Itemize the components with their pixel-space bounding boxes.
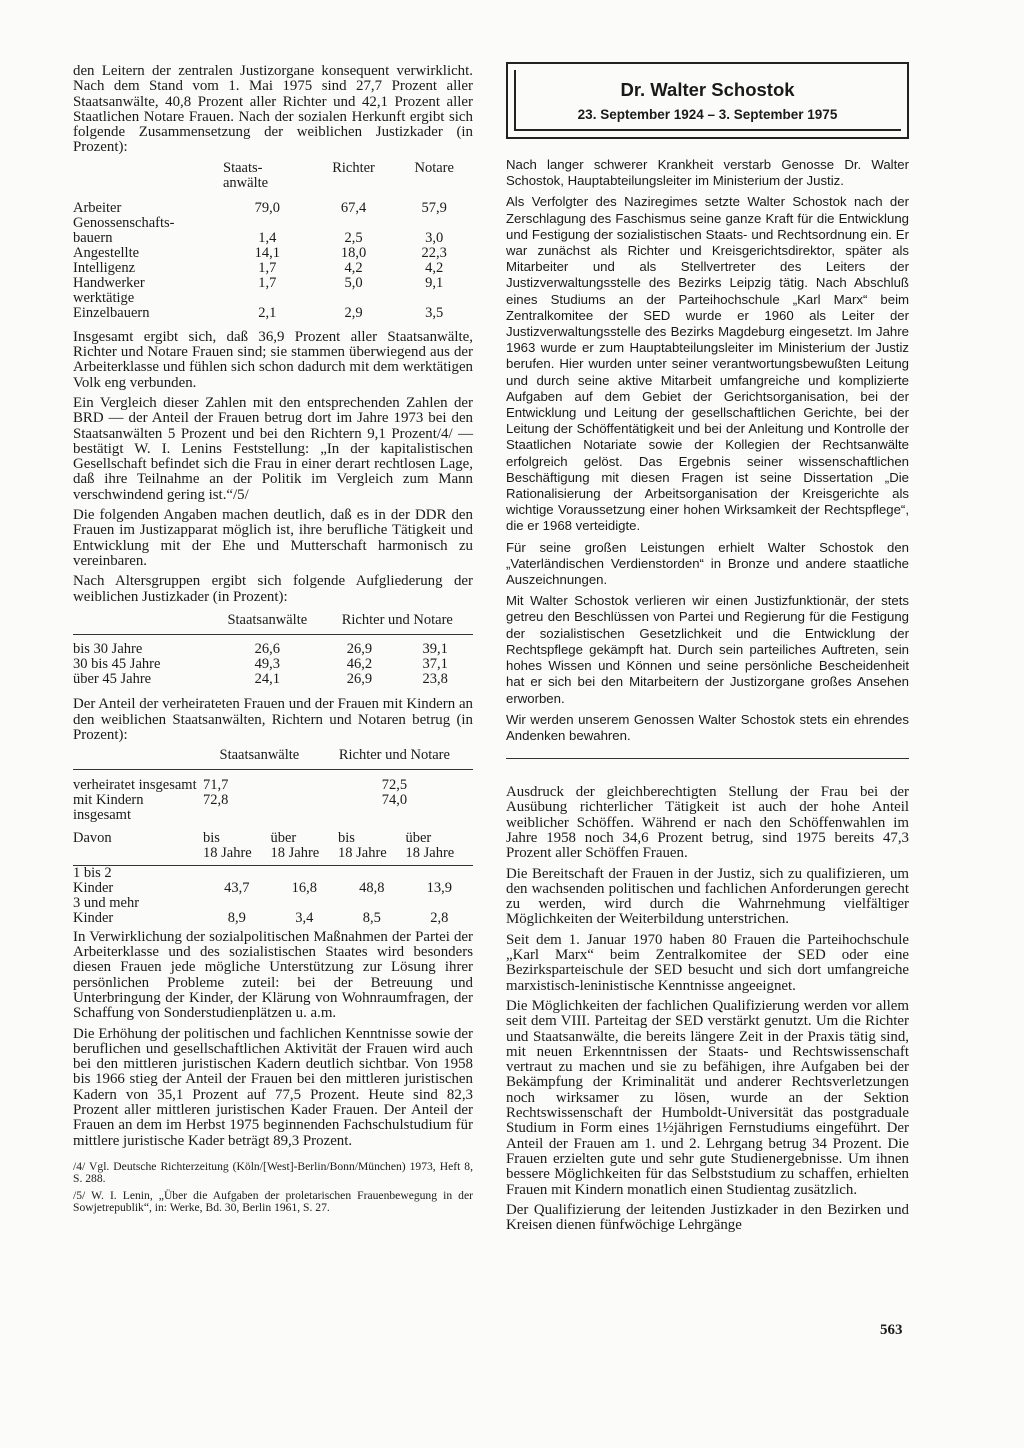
footnote: /5/ W. I. Lenin, „Über die Aufgaben der proletarischen Frauenbewegung in der Sowjetrepublik“, in: Werke, Bd. 30, Berlin 1961, S. 27. — [73, 1188, 473, 1215]
table-row — [73, 246, 473, 261]
cell: 2,1 — [258, 304, 277, 321]
row-label: bis 30 Jahre — [73, 641, 143, 658]
column-header: Davon — [73, 831, 203, 866]
cell: 3,4 — [295, 909, 314, 926]
row-label: Handwerker — [73, 274, 145, 291]
cell: 4,2 — [344, 259, 363, 276]
row-label: werktätige — [73, 289, 135, 306]
paragraph: Die Möglichkeiten der fachlichen Qualifizierung werden vor allem seit dem VIII. Parteitag der SED verstärkt genutzt. Um die Richter und Staatsanwälte, die bereits längere Zeit in der Praxis tätig sind, mit neuen Erkenntnissen der Staats- und Rechtswissenschaft vertraut zu machen und sie zu befähigen, ihre Aufgaben bei der Bekämpfung der Kriminalität und anderer Rechtsverletzungen noch wirksamer zu lösen, wurde an der Sektion Rechtswissenschaft der Humboldt-Universität das postgraduale Studium in Form eines 1½jährigen Fernstudiums eingeführt. Der Anteil der Frauen am 1. und 2. Lehrgang betrug 34 Prozent. Die Frauen erzielten gute und sehr gute Studienergebnisse. Um ihnen bessere Möglichkeiten für das Selbststudium zu schaffen, erhielten Frauen mit Kindern monatlich einen Studientag zusätzlich. — [506, 997, 909, 1198]
cell: 5,0 — [344, 274, 363, 291]
row-label: über 45 Jahre — [73, 671, 152, 688]
cell: 46,2 — [346, 656, 373, 673]
table-header — [73, 613, 473, 635]
row-label: verheiratet insgesamt — [73, 776, 197, 793]
cell: 26,9 — [346, 641, 373, 658]
column-header: über 18 Jahre — [271, 831, 339, 866]
column-header — [322, 613, 473, 635]
cell: 3,5 — [425, 304, 444, 321]
paragraph: In Verwirklichung der sozialpolitischen Maßnahmen der Partei der Arbeiterklasse und des sozialistischen Staates wird besonders diesen Frauen jede mögliche Unterstützung zur Lösung ihrer persönlichen Probleme zuteil: bei der Betreuung und Unterbringung der Kinder, der Klärung von Wohnraumfragen, der Schaffung von Sonderstudienplätzen u. a.m. — [73, 928, 473, 1022]
column-header: Staatsanwälte — [203, 748, 316, 770]
cell: 39,1 — [422, 641, 448, 658]
cell: 26,6 — [254, 641, 280, 658]
column-header: bis 18 Jahre — [203, 831, 271, 866]
cell: 2,5 — [344, 229, 363, 246]
table-row — [73, 291, 473, 306]
cell: 16,8 — [291, 879, 317, 896]
table-married — [73, 748, 473, 823]
cell: 72,5 — [381, 776, 408, 793]
paragraph: Als Verfolgter des Naziregimes setzte Walter Schostok nach der Zerschlagung des Faschismus seine ganze Kraft für die Entwicklung und Festigung der sozialistischen Staats- und Rechtsordnung ein. Er war zunächst als Richter und Kreisgerichtsdirektor, später als Mitarbeiter und als Stellvertreter des Leiters der Justizverwaltungsstelle des Bezirks Leipzig tätig. Nach Abschluß eines Studiums an der Parteihochschule „Karl Marx“ beim Zentralkomitee der SED wurde er 1960 als Leiter der Justizverwaltungsstelle des Bezirks Magdeburg eingesetzt. Im Jahre 1963 wurde er zum Hauptabteilungsleiter im Ministerium der Justiz berufen. Hier wurden unter seiner verantwortungsbewußten Leitung und durch seine aktive Mitarbeit umfangreiche und komplizierte Aufgaben auf dem Gebiet der Gerichtsorganisation, bei der Entwicklung und Leitung der gesellschaftlichen Gerichte, bei der Leitung der Schöffentätigkeit und bei der Anleitung und Kontrolle der Staatlichen Notariate sowie der Kollegien der Rechtsanwälte erfolgreich gelöst. Das Ergebnis seiner wissenschaftlichen Beschäftigung mit diesen Fragen ist seine Dissertation „Die Rationalisierung der Arbeitsorganisation der Kreisgerichte als wichtige Voraussetzung einer hohen Wirksamkeit der Rechtspflege“, die er 1968 verteidigte. — [506, 194, 909, 534]
table-row — [73, 231, 473, 246]
row-label: 30 bis 45 Jahre — [73, 656, 161, 673]
row-label: Einzelbauern — [73, 304, 150, 321]
right-column — [506, 62, 909, 1238]
cell: 2,8 — [430, 909, 449, 926]
cell: 9,1 — [425, 274, 444, 291]
table-age-groups — [73, 613, 473, 688]
table-row — [73, 657, 473, 672]
paragraph: Die folgenden Angaben machen deutlich, daß es in der DDR den Frauen im Justizapparat möglich ist, ihre berufliche Tätigkeit und Entwicklung mit der Ehe und Mutterschaft harmonisch zu vereinbaren. — [73, 507, 473, 569]
table-row — [73, 778, 473, 793]
table-row — [73, 201, 473, 216]
cell: 49,3 — [254, 656, 280, 673]
row-label: mit Kindern insgesamt — [73, 791, 144, 823]
paragraph: Nach Altersgruppen ergibt sich folgende Aufgliederung der weiblichen Justizkader (in Prozent): — [73, 573, 473, 605]
column-header: Richter und Notare — [316, 748, 473, 770]
paragraph: Der Anteil der verheirateten Frauen und der Frauen mit Kindern an den weiblichen Staatsanwälten, Richtern und Notaren betrug (in Prozent): — [73, 696, 473, 743]
column-header: Staats- anwälte — [223, 159, 269, 191]
paragraph: Die Erhöhung der politischen und fachlichen Kenntnisse sowie der beruflichen und gesellschaftlichen Aktivität der Frauen wird auch bei den mittleren juristischen Kadern deutlich sichtbar. Von 1958 bis 1966 stieg der Anteil der Frauen bei den mittleren juristischen Kadern von 35,1 Prozent auf 77,5 Prozent. Heute sind 82,3 Prozent aller mittleren juristischen Kader Frauen. Der Anteil der Frauen an dem im Herbst 1975 beginnenden Fachschulstudium für mittlere juristische Kader beträgt 89,3 Prozent. — [73, 1025, 473, 1149]
table-header — [73, 831, 473, 866]
cell: 8,9 — [227, 909, 246, 926]
paragraph: Der Qualifizierung der leitenden Justizkader in den Bezirken und Kreisen dienen fünfwöchige Lehrgänge — [506, 1201, 909, 1234]
table-children — [73, 831, 473, 926]
table-row — [73, 261, 473, 276]
row-label: Arbeiter — [73, 199, 122, 216]
obituary-text — [506, 157, 909, 744]
column-header: Richter — [332, 159, 375, 176]
cell: 4,2 — [425, 259, 444, 276]
obituary-dates: 23. September 1924 – 3. September 1975 — [577, 107, 838, 122]
paragraph: Ein Vergleich dieser Zahlen mit den entsprechenden Zahlen der BRD — der Anteil der Frauen betrug dort im Jahre 1973 bei den Staatsanwälten 5 Prozent und bei den Richtern 9,1 Prozent/4/ — bestätigt W. I. Lenins Feststellung: „In der kapitalistischen Gesellschaft befindet sich die Frau in einer derart rechtlosen Lage, daß ihre Teilnahme an der Politik im Vergleich zum Mann verschwindend gering ist.“/5/ — [73, 394, 473, 503]
page-number: 563 — [880, 1322, 903, 1338]
row-label: Intelligenz — [73, 259, 136, 276]
table-header — [73, 748, 473, 770]
cell: 79,0 — [254, 199, 280, 216]
row-label: 3 und mehr Kinder — [73, 894, 140, 926]
paragraph: Die Bereitschaft der Frauen in der Justiz, sich zu qualifizieren, um den wachsenden politischen und fachlichen Anforderungen gerecht zu werden, wird durch die Wahrnehmung vielfältiger Möglichkeiten der Weiterbildung unterstrichen. — [506, 865, 909, 928]
cell: 74,0 — [381, 791, 408, 808]
left-column — [73, 64, 473, 1219]
table-row — [73, 276, 473, 291]
table-row — [73, 793, 473, 823]
column-header: über 18 Jahre — [406, 831, 474, 866]
cell: 22,3 — [421, 244, 447, 261]
paragraph: Wir werden unserem Genossen Walter Schostok stets ein ehrendes Andenken bewahren. — [506, 711, 909, 743]
obituary-header-box — [506, 62, 909, 139]
cell: 14,1 — [254, 244, 280, 261]
paragraph: Nach langer schwerer Krankheit verstarb Genosse Dr. Walter Schostok, Hauptabteilungsleiter im Ministerium der Justiz. — [506, 157, 909, 189]
paragraph: Für seine großen Leistungen erhielt Walter Schostok den „Vaterländischen Verdienstorden“ in Bronze und andere staatliche Auszeichnungen. — [506, 539, 909, 588]
obituary-name: Dr. Walter Schostok — [620, 79, 795, 100]
table-row — [73, 216, 473, 231]
table-row — [73, 306, 473, 321]
cell: 57,9 — [421, 199, 447, 216]
table-social-origin — [73, 161, 473, 321]
row-label: Genossenschafts- — [73, 214, 175, 231]
paragraph: den Leitern der zentralen Justizorgane konsequent verwirklicht. Nach dem Stand vom 1. Mai 1975 sind 27,7 Prozent aller Staatsanwälte, 40,8 Prozent aller Richter und 42,1 Prozent aller Staatlichen Notare Frauen. Nach der sozialen Herkunft ergibt sich folgende Zusammensetzung der weiblichen Justizkader (in Prozent): — [73, 63, 473, 156]
cell: 72,8 — [203, 791, 229, 808]
cell: 1,4 — [258, 229, 277, 246]
cell: 37,1 — [422, 656, 448, 673]
paragraph: Seit dem 1. Januar 1970 haben 80 Frauen die Parteihochschule „Karl Marx“ beim Zentralkomitee der SED oder eine Bezirksparteischule der SED besucht und sich dort umfangreiche marxistisch-leninistische Kenntnisse angeeignet. — [506, 931, 909, 994]
cell: 1,7 — [258, 259, 277, 276]
paragraph: Insgesamt ergibt sich, daß 36,9 Prozent aller Staatsanwälte, Richter und Notare Frauen sind; sie stammen überwiegend aus der Arbeiterklasse und fühlen sich schon dadurch mit dem werktätigen Volk eng verbunden. — [73, 328, 473, 391]
column-header: Staatsanwälte — [213, 613, 322, 635]
cell: 3,0 — [425, 229, 444, 246]
column-header: Notare — [414, 159, 454, 176]
column-header-part: Richter — [341, 611, 385, 628]
table-row — [73, 672, 473, 687]
cell: 48,8 — [359, 879, 385, 896]
cell: 71,7 — [203, 776, 229, 793]
table-row — [73, 642, 473, 657]
row-label: Angestellte — [73, 244, 140, 261]
divider — [506, 758, 909, 759]
cell: 24,1 — [254, 671, 280, 688]
row-label: bauern — [73, 229, 113, 246]
cell: 1,7 — [258, 274, 277, 291]
cell: 8,5 — [362, 909, 381, 926]
table-row — [73, 896, 473, 926]
paragraph: Ausdruck der gleichberechtigten Stellung der Frau bei der Ausübung richterlicher Tätigkeit ist auch der hohe Anteil weiblicher Schöffen. Während er nach den Schöffenwahlen im Jahre 1958 noch 34,6 Prozent betrug, sind 1975 bereits 47,3 Prozent aller Schöffen Frauen. — [506, 784, 909, 862]
row-label: 1 bis 2 Kinder — [73, 864, 114, 896]
cell: 26,9 — [346, 671, 373, 688]
cell: 23,8 — [422, 671, 448, 688]
cell: 13,9 — [426, 879, 452, 896]
column-header-part: und Notare — [388, 611, 453, 628]
column-header: bis 18 Jahre — [338, 831, 406, 866]
cell: 2,9 — [344, 304, 363, 321]
cell: 43,7 — [224, 879, 250, 896]
table-row — [73, 865, 473, 896]
cell: 67,4 — [340, 199, 367, 216]
footnote: /4/ Vgl. Deutsche Richterzeitung (Köln/[West]-Berlin/Bonn/München) 1973, Heft 8, S. 288. — [73, 1159, 473, 1186]
cell: 18,0 — [340, 244, 367, 261]
paragraph: Mit Walter Schostok verlieren wir einen Justizfunktionär, der stets getreu den Beschlüssen von Partei und Regierung für die Festigung der sozialistischen Gesetzlichkeit und die Entwicklung der Rechtspflege gekämpft hat. Durch sein parteiliches Auftreten, sein hohes Wissen und Können und seine persönliche Bescheidenheit hat er sich bei den Mitarbeitern der Justizorgane großes Ansehen erworben. — [506, 593, 909, 706]
table-header — [73, 161, 473, 191]
